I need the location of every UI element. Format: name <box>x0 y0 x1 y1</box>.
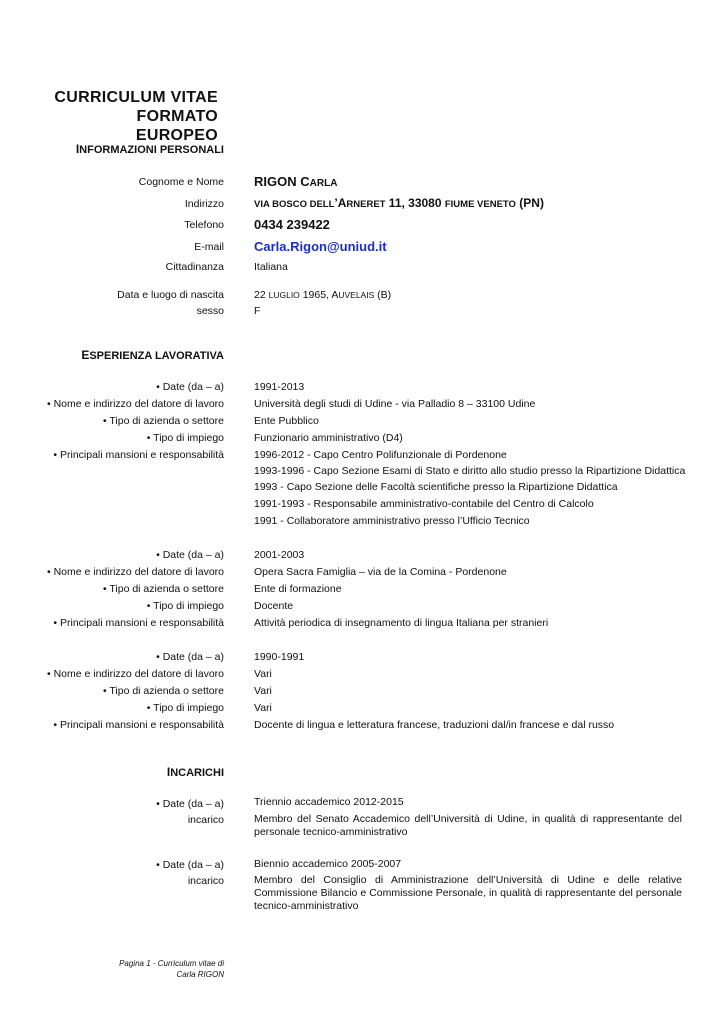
surname: RIGON <box>254 174 297 189</box>
assign2-dates-label: • Date (da – a) <box>156 859 224 871</box>
exp3-jobtype-label: • Tipo di impiego <box>146 702 224 714</box>
exp3-employer: Vari <box>254 668 272 680</box>
exp3-dates-label: • Date (da – a) <box>156 651 224 663</box>
title-line-2: FORMATO EUROPEO <box>135 108 218 144</box>
exp2-duties-label: • Principali mansioni e responsabilità <box>53 617 224 629</box>
exp3-duty: Docente di lingua e letteratura francese, traduzioni dal/in francese e dal russo <box>254 719 615 731</box>
address-street-end: RNERET <box>346 199 386 210</box>
assign2-dates: Biennio accademico 2005-2007 <box>254 858 402 870</box>
exp1-employer: Università degli studi di Udine - via Palladio 8 – 33100 Udine <box>254 398 536 410</box>
exp1-sector-label: • Tipo di azienda o settore <box>102 415 224 427</box>
exp1-duties-label: • Principali mansioni e responsabilità <box>53 449 224 461</box>
exp2-dates: 2001-2003 <box>254 549 305 561</box>
address-street: VIA BOSCO DELL <box>254 199 335 210</box>
citizenship-label: Cittadinanza <box>165 261 224 273</box>
birth-month: LUGLIO <box>268 290 300 300</box>
assign1-dates-label: • Date (da – a) <box>156 798 224 810</box>
exp2-duty: Attività periodica di insegnamento di lingua Italiana per stranieri <box>254 617 549 629</box>
exp1-dates-label: • Date (da – a) <box>156 381 224 393</box>
exp1-jobtype-label: • Tipo di impiego <box>146 432 224 444</box>
exp1-employer-label: • Nome e indirizzo del datore di lavoro <box>46 398 224 410</box>
exp2-employer-label: • Nome e indirizzo del datore di lavoro <box>46 566 224 578</box>
address-value <box>254 196 544 210</box>
exp1-sector: Ente Pubblico <box>254 415 319 427</box>
birth-place: UVELAIS <box>338 290 375 300</box>
exp2-sector-label: • Tipo di azienda o settore <box>102 583 224 595</box>
title-line-1: CURRICULUM VITAE <box>54 89 218 106</box>
section-initial: E <box>81 348 90 362</box>
exp2-employer: Opera Sacra Famiglia – via de la Comina - Pordenone <box>254 566 507 578</box>
exp1-duty: 1996-2012 - Capo Centro Polifunzionale di Pordenone <box>254 449 507 461</box>
first-name-initial: C <box>300 174 310 189</box>
exp3-employer-label: • Nome e indirizzo del datore di lavoro <box>46 668 224 680</box>
first-name-rest: ARLA <box>309 178 338 189</box>
birth-day: 22 <box>254 289 269 301</box>
page-footer <box>100 958 224 980</box>
assign1-dates: Triennio accademico 2012-2015 <box>254 796 404 808</box>
section-initial: I <box>75 142 80 156</box>
sex-value: F <box>254 305 261 317</box>
address-city: FIUME VENETO <box>444 199 516 210</box>
exp3-sector: Vari <box>254 685 272 697</box>
address-number-zip: 11, 33080 <box>385 196 445 210</box>
exp3-duties-label: • Principali mansioni e responsabilità <box>53 719 224 731</box>
section-rest: NFORMAZIONI PERSONALI <box>79 144 224 156</box>
name-label: Cognome e Nome <box>138 176 224 188</box>
birth-country: (B) <box>374 289 392 301</box>
footer-line-1: Pagina 1 - Curriculum vitae di <box>119 959 224 968</box>
assign1-role-label: incarico <box>187 814 224 826</box>
section-assignments <box>40 765 224 779</box>
address-apostrophe: ’A <box>334 196 347 210</box>
section-rest: SPERIENZA LAVORATIVA <box>89 350 224 362</box>
exp2-jobtype: Docente <box>254 600 294 612</box>
address-province: (PN) <box>515 196 544 210</box>
assign2-role: Membro del Consiglio di Amministrazione dell’Università di Udine e delle relative Commissione Bilancio e Commissione Personale, in qualità di rappresentante del personale tecnico-amministrativo <box>254 874 682 912</box>
email-label: E-mail <box>194 241 224 253</box>
name-value <box>254 174 337 189</box>
exp1-duty: 1993 - Capo Sezione delle Facoltà scientifiche presso la Ripartizione Didattica <box>254 481 618 493</box>
exp3-dates: 1990-1991 <box>254 651 305 663</box>
birth-label: Data e luogo di nascita <box>117 289 224 301</box>
phone-label: Telefono <box>184 219 224 231</box>
exp1-jobtype: Funzionario amministrativo (D4) <box>254 432 403 444</box>
exp2-dates-label: • Date (da – a) <box>156 549 224 561</box>
citizenship-value: Italiana <box>254 261 288 273</box>
assign2-role-label: incarico <box>187 875 224 887</box>
exp1-duty: 1993-1996 - Capo Sezione Esami di Stato e diritto allo studio presso la Ripartizione Didattica <box>254 465 686 477</box>
email-link[interactable]: Carla.Rigon@uniud.it <box>254 239 387 254</box>
exp1-dates: 1991-2013 <box>254 381 305 393</box>
exp3-sector-label: • Tipo di azienda o settore <box>102 685 224 697</box>
exp2-jobtype-label: • Tipo di impiego <box>146 600 224 612</box>
section-rest: NCARICHI <box>170 767 224 779</box>
exp1-duty: 1991 - Collaboratore amministrativo presso l’Ufficio Tecnico <box>254 515 530 527</box>
birth-year: 1965, <box>299 289 332 301</box>
section-personal-info <box>40 142 224 156</box>
footer-line-2: Carla RIGON <box>176 970 224 979</box>
section-initial: I <box>166 765 171 779</box>
phone-value: 0434 239422 <box>254 217 330 232</box>
birth-value <box>254 288 391 302</box>
exp3-jobtype: Vari <box>254 702 272 714</box>
section-work-experience <box>40 348 224 362</box>
address-label: Indirizzo <box>184 198 224 210</box>
assign1-role: Membro del Senato Accademico dell’Università di Udine, in qualità di rappresentante del personale tecnico-amministrativo <box>254 813 682 838</box>
exp1-duty: 1991-1993 - Responsabile amministrativo-contabile del Centro di Calcolo <box>254 498 594 510</box>
sex-label: sesso <box>196 305 224 317</box>
exp2-sector: Ente di formazione <box>254 583 342 595</box>
document-title <box>50 88 218 145</box>
birth-place-initial: A <box>331 289 339 301</box>
